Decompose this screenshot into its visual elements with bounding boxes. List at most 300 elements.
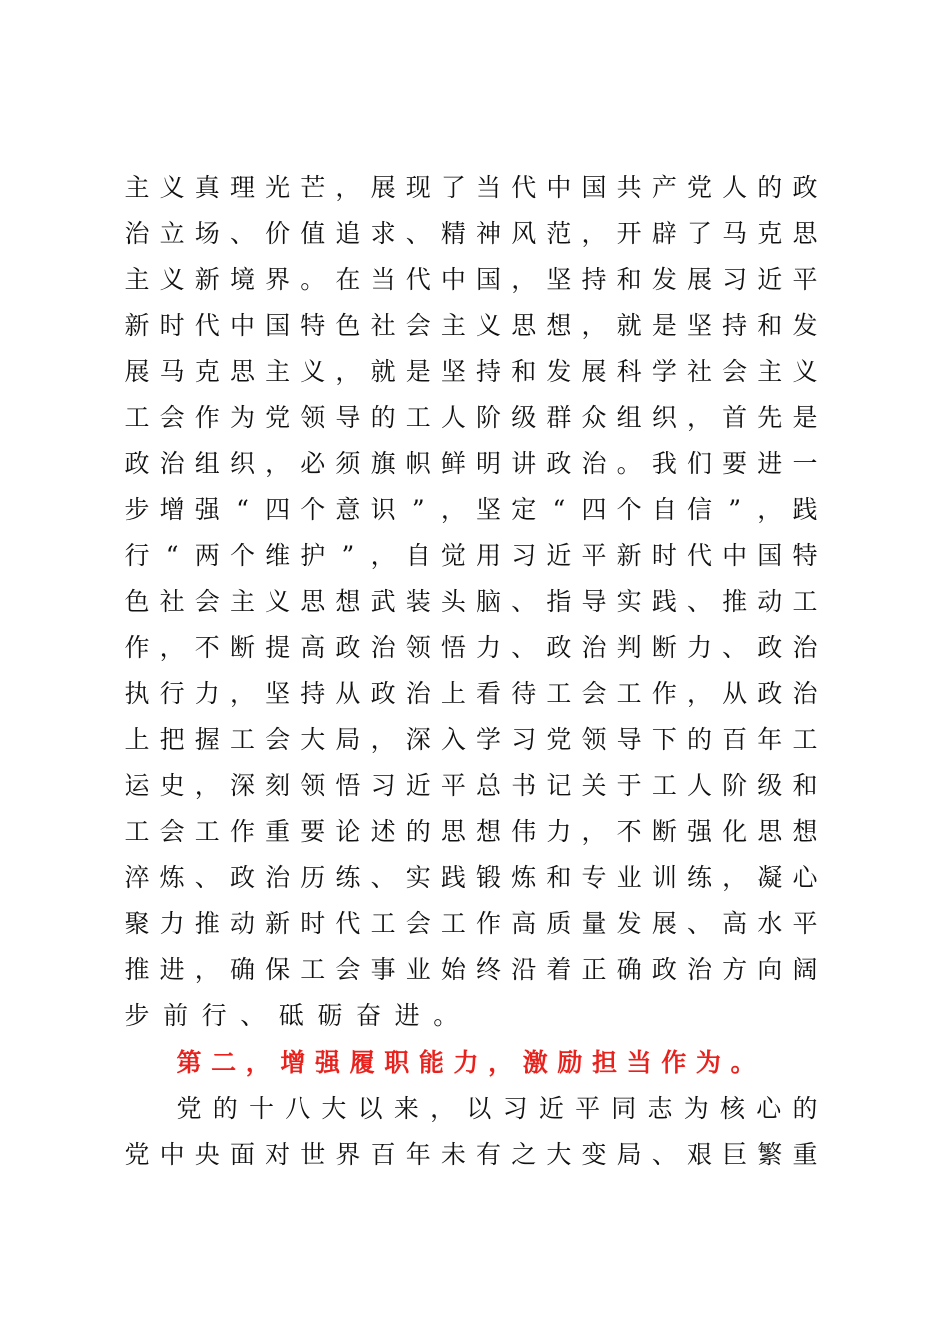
text-char: 义 — [792, 357, 818, 386]
text-char: 光 — [265, 173, 291, 202]
text-char: 当 — [370, 265, 396, 294]
text-char: 一 — [792, 449, 818, 478]
text-char: 工 — [229, 725, 255, 754]
text-char: 党 — [546, 725, 572, 754]
text-char: 脑 — [476, 587, 502, 616]
text-char: 持 — [722, 311, 748, 340]
text-char: 强 — [686, 817, 712, 846]
text-char: 。 — [730, 1048, 756, 1077]
text-char: 练 — [686, 863, 712, 892]
text-char: ， — [757, 495, 783, 524]
text-char: ， — [430, 1094, 456, 1123]
text-char: 履 — [349, 1048, 375, 1077]
text-char: 当 — [476, 173, 502, 202]
text-char: 明 — [476, 449, 502, 478]
text-char: 治 — [370, 633, 396, 662]
text-char: ， — [245, 1048, 271, 1077]
text-char: 重 — [265, 817, 291, 846]
text-line — [124, 211, 818, 257]
text-char: 界 — [265, 265, 291, 294]
text-char: 们 — [686, 449, 712, 478]
text-char: 领 — [581, 725, 607, 754]
text-char: 展 — [581, 357, 607, 386]
text-char: 代 — [335, 909, 361, 938]
text-char: 坚 — [265, 679, 291, 708]
text-char: 向 — [757, 955, 783, 984]
text-char: 党 — [686, 173, 712, 202]
text-char: 想 — [335, 587, 361, 616]
text-char: 确 — [616, 955, 642, 984]
text-char: 首 — [722, 403, 748, 432]
text-line — [124, 763, 818, 809]
text-char: 和 — [792, 771, 818, 800]
text-char: 同 — [611, 1094, 637, 1123]
text-char: 艰 — [686, 1140, 712, 1169]
text-char: 、 — [686, 587, 712, 616]
text-line — [124, 625, 818, 671]
text-char: 持 — [581, 265, 607, 294]
text-char: 工 — [124, 817, 150, 846]
text-char: 终 — [476, 955, 502, 984]
text-char: 。 — [433, 1001, 459, 1030]
text-char: 大 — [546, 1140, 572, 1169]
section-heading — [176, 1040, 756, 1086]
text-char: 治 — [405, 679, 431, 708]
text-char: 求 — [370, 219, 396, 248]
text-char: 想 — [792, 817, 818, 846]
text-char: 治 — [265, 863, 291, 892]
text-char: 进 — [394, 1001, 420, 1030]
text-char: “ — [236, 495, 249, 524]
text-char: 信 — [686, 495, 712, 524]
text-char: 繁 — [757, 1140, 783, 1169]
text-char: 众 — [581, 403, 607, 432]
text-char: 力 — [476, 633, 502, 662]
text-char: 、 — [240, 1001, 266, 1030]
text-char: 工 — [651, 771, 677, 800]
text-char: 坚 — [686, 311, 712, 340]
text-char: 高 — [511, 909, 537, 938]
text-char: 治 — [581, 633, 607, 662]
text-char: 主 — [124, 265, 150, 294]
text-char: 深 — [229, 771, 255, 800]
text-char: 未 — [440, 1140, 466, 1169]
text-char: 会 — [581, 679, 607, 708]
text-char: 精 — [440, 219, 466, 248]
text-char: 坚 — [440, 357, 466, 386]
text-char: 待 — [511, 679, 537, 708]
text-char: 炼 — [511, 863, 537, 892]
text-char: 主 — [440, 311, 466, 340]
text-char: 断 — [229, 633, 255, 662]
text-char: 悟 — [335, 771, 361, 800]
text-char: 发 — [792, 311, 818, 340]
text-char: 的 — [370, 403, 396, 432]
text-char: 政 — [335, 633, 361, 662]
text-char: 工 — [616, 679, 642, 708]
text-char: 特 — [792, 541, 818, 570]
text-char: 持 — [476, 357, 502, 386]
text-char: 平 — [792, 265, 818, 294]
text-char: ， — [194, 955, 220, 984]
text-char: 要 — [300, 817, 326, 846]
text-char: 习 — [511, 541, 537, 570]
text-char: 理 — [229, 173, 255, 202]
text-char: 为 — [683, 1094, 709, 1123]
text-char: 党 — [265, 403, 291, 432]
text-char: 志 — [647, 1094, 673, 1123]
text-char: 。 — [616, 449, 642, 478]
text-char: 断 — [651, 817, 677, 846]
text-char: 之 — [511, 1140, 537, 1169]
text-char: 代 — [194, 311, 220, 340]
text-char: 深 — [405, 725, 431, 754]
text-char: 政 — [757, 633, 783, 662]
text-char: 述 — [370, 817, 396, 846]
text-char: 党 — [176, 1094, 202, 1123]
text-char: 总 — [476, 771, 502, 800]
text-char: 局 — [616, 1140, 642, 1169]
text-char: 践 — [792, 495, 818, 524]
text-char: 下 — [651, 725, 677, 754]
text-char: 心 — [792, 863, 818, 892]
text-char: 级 — [511, 403, 537, 432]
text-char: 前 — [163, 1001, 189, 1030]
text-char: 推 — [124, 955, 150, 984]
text-char: 追 — [335, 219, 361, 248]
text-char: 二 — [211, 1048, 237, 1077]
text-char: 两 — [194, 541, 220, 570]
text-char: 武 — [370, 587, 396, 616]
text-char: 在 — [335, 265, 361, 294]
text-char: 思 — [229, 357, 255, 386]
text-char: 进 — [757, 449, 783, 478]
text-char: 人 — [686, 771, 712, 800]
text-char: 百 — [370, 1140, 396, 1169]
text-char: 工 — [440, 909, 466, 938]
text-char: 始 — [440, 955, 466, 984]
text-char: 百 — [722, 725, 748, 754]
text-char: 和 — [757, 311, 783, 340]
text-char: 中 — [159, 1140, 185, 1169]
text-char: 奋 — [356, 1001, 382, 1030]
text-char: 色 — [335, 311, 361, 340]
text-char: 织 — [229, 449, 255, 478]
text-char: ， — [722, 863, 748, 892]
text-char: 书 — [511, 771, 537, 800]
text-char: 必 — [300, 449, 326, 478]
text-char: 强 — [194, 495, 220, 524]
text-char: 自 — [405, 541, 431, 570]
text-char: 展 — [124, 357, 150, 386]
text-char: 来 — [393, 1094, 419, 1123]
text-char: 的 — [405, 817, 431, 846]
text-char: 社 — [159, 587, 185, 616]
text-char: 神 — [476, 219, 502, 248]
text-char: 实 — [405, 863, 431, 892]
text-char: 护 — [300, 541, 326, 570]
text-char: 会 — [194, 587, 220, 616]
text-char: 、 — [194, 863, 220, 892]
text-char: 是 — [651, 311, 677, 340]
text-char: 思 — [792, 219, 818, 248]
text-char: 实 — [616, 587, 642, 616]
text-char: 思 — [757, 817, 783, 846]
text-char: 确 — [229, 955, 255, 984]
text-char: 对 — [265, 1140, 291, 1169]
paragraph-first-line — [176, 1086, 818, 1132]
text-char: ， — [581, 817, 607, 846]
text-char: 中 — [440, 265, 466, 294]
text-char: 、 — [722, 633, 748, 662]
text-char: 习 — [370, 771, 396, 800]
text-line — [124, 349, 818, 395]
text-char: 作 — [476, 909, 502, 938]
text-char: 伟 — [511, 817, 537, 846]
text-char: 了 — [686, 219, 712, 248]
text-char: 行 — [201, 1001, 227, 1030]
text-char: 主 — [124, 173, 150, 202]
text-char: 主 — [757, 357, 783, 386]
text-char: 、 — [229, 219, 255, 248]
text-char: 值 — [300, 219, 326, 248]
text-char: 业 — [405, 955, 431, 984]
text-char: 人 — [440, 403, 466, 432]
text-char: 辟 — [651, 219, 677, 248]
text-char: 我 — [651, 449, 677, 478]
text-char: 力 — [159, 909, 185, 938]
text-char: 场 — [194, 219, 220, 248]
text-line — [124, 901, 818, 947]
text-char: 就 — [616, 311, 642, 340]
text-char: 治 — [159, 449, 185, 478]
text-char: 面 — [229, 1140, 255, 1169]
text-char: 激 — [522, 1048, 548, 1077]
text-char: 主 — [229, 587, 255, 616]
text-char: 、 — [651, 1140, 677, 1169]
text-char: 增 — [159, 495, 185, 524]
text-char: 展 — [651, 909, 677, 938]
text-char: 意 — [335, 495, 361, 524]
text-char: 思 — [300, 587, 326, 616]
text-char: 作 — [661, 1048, 687, 1077]
paragraph-last-line — [124, 993, 818, 1039]
text-char: 世 — [300, 1140, 326, 1169]
text-char: “ — [552, 495, 566, 524]
text-char: 巨 — [722, 1140, 748, 1169]
text-char: 政 — [792, 173, 818, 202]
text-char: 行 — [159, 679, 185, 708]
text-char: 执 — [124, 679, 150, 708]
text-char: 大 — [321, 1094, 347, 1123]
text-char: 定 — [511, 495, 537, 524]
text-char: 特 — [300, 311, 326, 340]
text-char: 力 — [453, 1048, 479, 1077]
text-char: 作 — [651, 679, 677, 708]
text-char: 从 — [335, 679, 361, 708]
text-char: 人 — [722, 173, 748, 202]
text-char: 政 — [370, 679, 396, 708]
text-char: 砥 — [278, 1001, 304, 1030]
text-char: 展 — [686, 265, 712, 294]
text-char: 入 — [440, 725, 466, 754]
text-line — [124, 579, 818, 625]
text-char: ， — [370, 541, 396, 570]
text-char: 炼 — [159, 863, 185, 892]
text-char: 事 — [370, 955, 396, 984]
text-char: 励 — [557, 1048, 583, 1077]
text-char: 聚 — [124, 909, 150, 938]
text-char: 沿 — [511, 955, 537, 984]
text-char: 工 — [124, 403, 150, 432]
text-char: 治 — [124, 219, 150, 248]
text-char: 年 — [405, 1140, 431, 1169]
text-char: ， — [370, 725, 396, 754]
text-char: 平 — [581, 541, 607, 570]
text-char: 力 — [686, 633, 712, 662]
text-char: 的 — [792, 1094, 818, 1123]
text-char: 、 — [686, 909, 712, 938]
text-char: ” — [411, 495, 425, 524]
text-char: 克 — [757, 219, 783, 248]
text-char: ， — [686, 679, 712, 708]
text-char: 动 — [757, 587, 783, 616]
text-char: 第 — [176, 1048, 202, 1077]
text-char: 心 — [756, 1094, 782, 1123]
text-char: 色 — [124, 587, 150, 616]
text-char: 。 — [300, 265, 326, 294]
text-line — [124, 303, 818, 349]
text-char: 业 — [616, 863, 642, 892]
text-char: 、 — [511, 587, 537, 616]
text-char: ， — [581, 311, 607, 340]
text-char: 论 — [335, 817, 361, 846]
text-char: 大 — [300, 725, 326, 754]
text-char: 正 — [581, 955, 607, 984]
text-char: 产 — [651, 173, 677, 202]
text-char: 工 — [792, 587, 818, 616]
text-char: 有 — [476, 1140, 502, 1169]
text-char: 共 — [616, 173, 642, 202]
text-char: 握 — [194, 725, 220, 754]
text-char: 立 — [159, 219, 185, 248]
text-char: 帜 — [405, 449, 431, 478]
text-char: 治 — [581, 449, 607, 478]
text-char: 工 — [300, 955, 326, 984]
text-char: 时 — [300, 909, 326, 938]
text-char: ， — [335, 357, 361, 386]
text-char: ， — [335, 173, 361, 202]
text-char: 的 — [212, 1094, 238, 1123]
text-char: 年 — [757, 725, 783, 754]
text-char: 代 — [511, 173, 537, 202]
text-char: 的 — [757, 173, 783, 202]
text-char: 近 — [538, 1094, 564, 1123]
text-char: 治 — [686, 955, 712, 984]
text-char: 关 — [581, 771, 607, 800]
text-char: 讲 — [511, 449, 537, 478]
text-char: 新 — [265, 909, 291, 938]
text-line — [124, 1132, 818, 1178]
text-char: 当 — [626, 1048, 652, 1077]
text-char: 境 — [229, 265, 255, 294]
text-char: 行 — [124, 541, 150, 570]
text-char: 自 — [651, 495, 677, 524]
text-char: 领 — [300, 771, 326, 800]
text-line — [124, 671, 818, 717]
text-char: 织 — [651, 403, 677, 432]
text-char: 维 — [265, 541, 291, 570]
text-char: 推 — [722, 587, 748, 616]
text-char: 坚 — [476, 495, 502, 524]
text-char: 界 — [335, 1140, 361, 1169]
text-char: 平 — [440, 771, 466, 800]
text-char: 社 — [370, 311, 396, 340]
text-char: 践 — [651, 587, 677, 616]
text-char: 持 — [300, 679, 326, 708]
text-char: ， — [686, 403, 712, 432]
text-char: 思 — [511, 311, 537, 340]
text-char: 领 — [300, 403, 326, 432]
text-char: 新 — [616, 541, 642, 570]
text-char: 芒 — [300, 173, 326, 202]
text-char: 政 — [546, 633, 572, 662]
text-line — [124, 165, 818, 211]
text-char: 保 — [265, 955, 291, 984]
text-char: 现 — [405, 173, 431, 202]
text-char: 从 — [722, 679, 748, 708]
text-line — [124, 487, 818, 533]
text-char: 提 — [265, 633, 291, 662]
text-char: 四 — [581, 495, 607, 524]
text-char: 须 — [335, 449, 361, 478]
text-line — [124, 395, 818, 441]
text-char: 国 — [476, 265, 502, 294]
text-char: 步 — [124, 1001, 150, 1030]
text-char: 方 — [722, 955, 748, 984]
text-char: 发 — [651, 265, 677, 294]
text-char: 会 — [159, 403, 185, 432]
text-char: 旗 — [370, 449, 396, 478]
text-char: 、 — [370, 863, 396, 892]
text-char: 力 — [194, 679, 220, 708]
text-char: 化 — [722, 817, 748, 846]
text-line — [124, 257, 818, 303]
text-char: 和 — [511, 357, 537, 386]
text-char: ， — [229, 679, 255, 708]
text-char: 会 — [265, 725, 291, 754]
text-char: 工 — [405, 403, 431, 432]
text-char: 新 — [124, 311, 150, 340]
text-char: 学 — [651, 357, 677, 386]
text-char: 强 — [314, 1048, 340, 1077]
text-char: 质 — [546, 909, 572, 938]
text-char: 八 — [285, 1094, 311, 1123]
text-char: 发 — [546, 357, 572, 386]
text-char: 上 — [124, 725, 150, 754]
text-char: 平 — [792, 909, 818, 938]
text-char: 不 — [194, 633, 220, 662]
text-char: ” — [728, 495, 742, 524]
text-char: 着 — [546, 955, 572, 984]
text-char: 平 — [575, 1094, 601, 1123]
text-char: 践 — [440, 863, 466, 892]
text-char: 习 — [722, 265, 748, 294]
text-char: 工 — [546, 679, 572, 708]
text-char: 是 — [792, 403, 818, 432]
text-char: 凝 — [757, 863, 783, 892]
text-char: 治 — [792, 633, 818, 662]
